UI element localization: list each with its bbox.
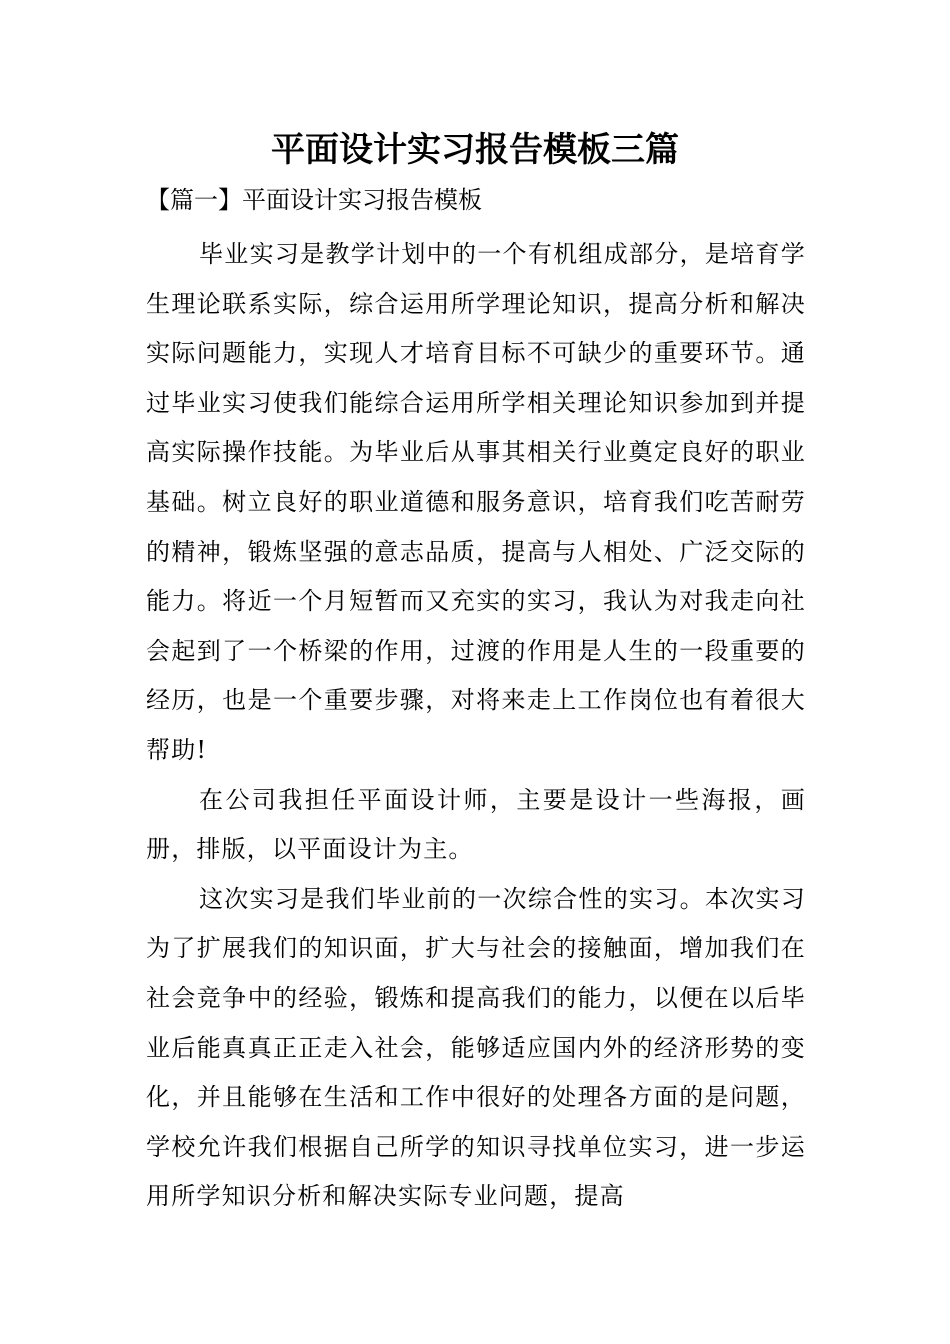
paragraph-3: 这次实习是我们毕业前的一次综合性的实习。本次实习为了扩展我们的知识面，扩大与社会的接触面，增加我们在社会竞争中的经验，锻炼和提高我们的能力，以便在以后毕业后能真真正正走入社会，能够适应国内外的经济形势的变化，并且能够在生活和工作中很好的处理各方面的是问题，学校允许我们根据自己所学的知识寻找单位实习，进一步运用所学知识分析和解决实际专业问题，提高 <box>146 884 806 1211</box>
paragraph-1: 毕业实习是教学计划中的一个有机组成部分，是培育学生理论联系实际，综合运用所学理论知识，提高分析和解决实际问题能力，实现人才培育目标不可缺少的重要环节。通过毕业实习使我们能综合运用所学相关理论知识参加到并提高实际操作技能。为毕业后从事其相关行业奠定良好的职业基础。树立良好的职业道德和服务意识，培育我们吃苦耐劳的精神，锻炼坚强的意志品质，提高与人相处、广泛交际的能力。将近一个月短暂而又充实的实习，我认为对我走向社会起到了一个桥梁的作用，过渡的作用是人生的一段重要的经历，也是一个重要步骤，对将来走上工作岗位也有着很大帮助! <box>146 240 806 764</box>
document-body <box>146 230 806 1222</box>
document-title: 平面设计实习报告模板三篇 <box>271 130 679 170</box>
paragraph-2: 在公司我担任平面设计师，主要是设计一些海报，画册，排版，以平面设计为主。 <box>146 785 806 864</box>
section-heading: 【篇一】平面设计实习报告模板 <box>146 186 482 214</box>
